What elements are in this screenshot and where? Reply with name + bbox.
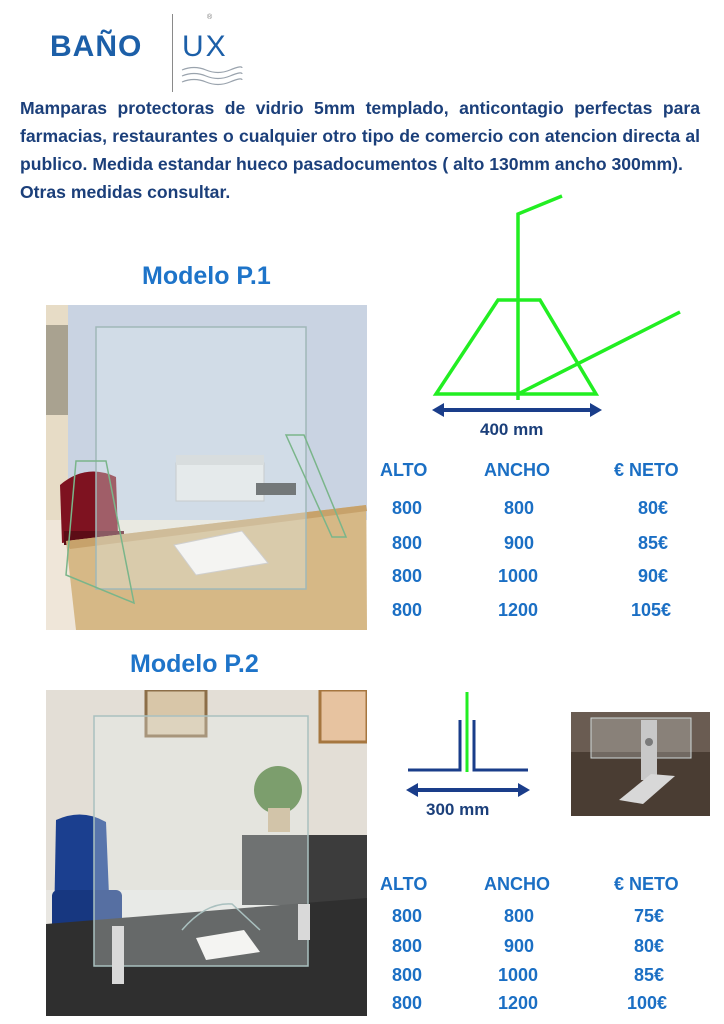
table-header-neto: € NETO <box>614 460 679 480</box>
table-cell: 85€ <box>634 965 665 985</box>
model-2-title: Modelo P.2 <box>130 650 259 678</box>
table-cell: 1000 <box>498 965 539 985</box>
registered-mark: ® <box>207 14 213 21</box>
model-1-profile-diagram <box>420 190 692 450</box>
table-header-ancho: ANCHO <box>484 874 550 894</box>
model-2-width-label: 300 mm <box>426 800 490 819</box>
model-2-foot-photo <box>571 712 710 816</box>
table-cell: 800 <box>504 498 535 518</box>
intro-note: Otras medidas consultar. <box>20 182 231 202</box>
model-1-photo <box>46 305 367 630</box>
table-cell: 90€ <box>638 566 669 586</box>
model-2-price-table <box>370 874 710 1024</box>
model-2-profile-diagram <box>400 690 540 800</box>
model-1-title: Modelo P.1 <box>142 262 271 290</box>
table-cell: 85€ <box>638 533 669 553</box>
table-cell: 100€ <box>627 993 668 1013</box>
model-1-width-label: 400 mm <box>480 420 544 439</box>
table-header-alto: ALTO <box>380 460 428 480</box>
table-cell: 900 <box>504 533 535 553</box>
table-cell: 105€ <box>631 600 672 620</box>
logo-divider <box>172 14 173 92</box>
table-cell: 80€ <box>634 936 665 956</box>
table-cell: 75€ <box>634 906 665 926</box>
table-cell: 800 <box>392 498 423 518</box>
brand-name-right: UX <box>182 30 228 63</box>
table-cell: 800 <box>392 600 423 620</box>
table-cell: 1000 <box>498 566 539 586</box>
table-cell: 1200 <box>498 993 539 1013</box>
table-header-alto: ALTO <box>380 874 428 894</box>
table-cell: 800 <box>392 533 423 553</box>
table-cell: 1200 <box>498 600 539 620</box>
table-cell: 900 <box>504 936 535 956</box>
intro-paragraph: Mamparas protectoras de vidrio 5mm templado, anticontagio perfectas para farmacias, restaurantes o cualquier otro tipo de comercio con atencion directa al publico. Medida estandar hueco pasadocumentos ( alto 130mm ancho 300mm). <box>20 98 700 174</box>
model-2-photo <box>46 690 367 1016</box>
table-cell: 800 <box>392 906 423 926</box>
table-header-neto: € NETO <box>614 874 679 894</box>
table-header-ancho: ANCHO <box>484 460 550 480</box>
table-cell: 800 <box>392 993 423 1013</box>
logo-waves-icon <box>180 64 244 90</box>
table-cell: 80€ <box>638 498 669 518</box>
model-1-price-table <box>370 460 710 630</box>
table-cell: 800 <box>392 965 423 985</box>
table-cell: 800 <box>392 566 423 586</box>
brand-name-left: BAÑO <box>50 30 143 63</box>
table-cell: 800 <box>504 906 535 926</box>
table-cell: 800 <box>392 936 423 956</box>
